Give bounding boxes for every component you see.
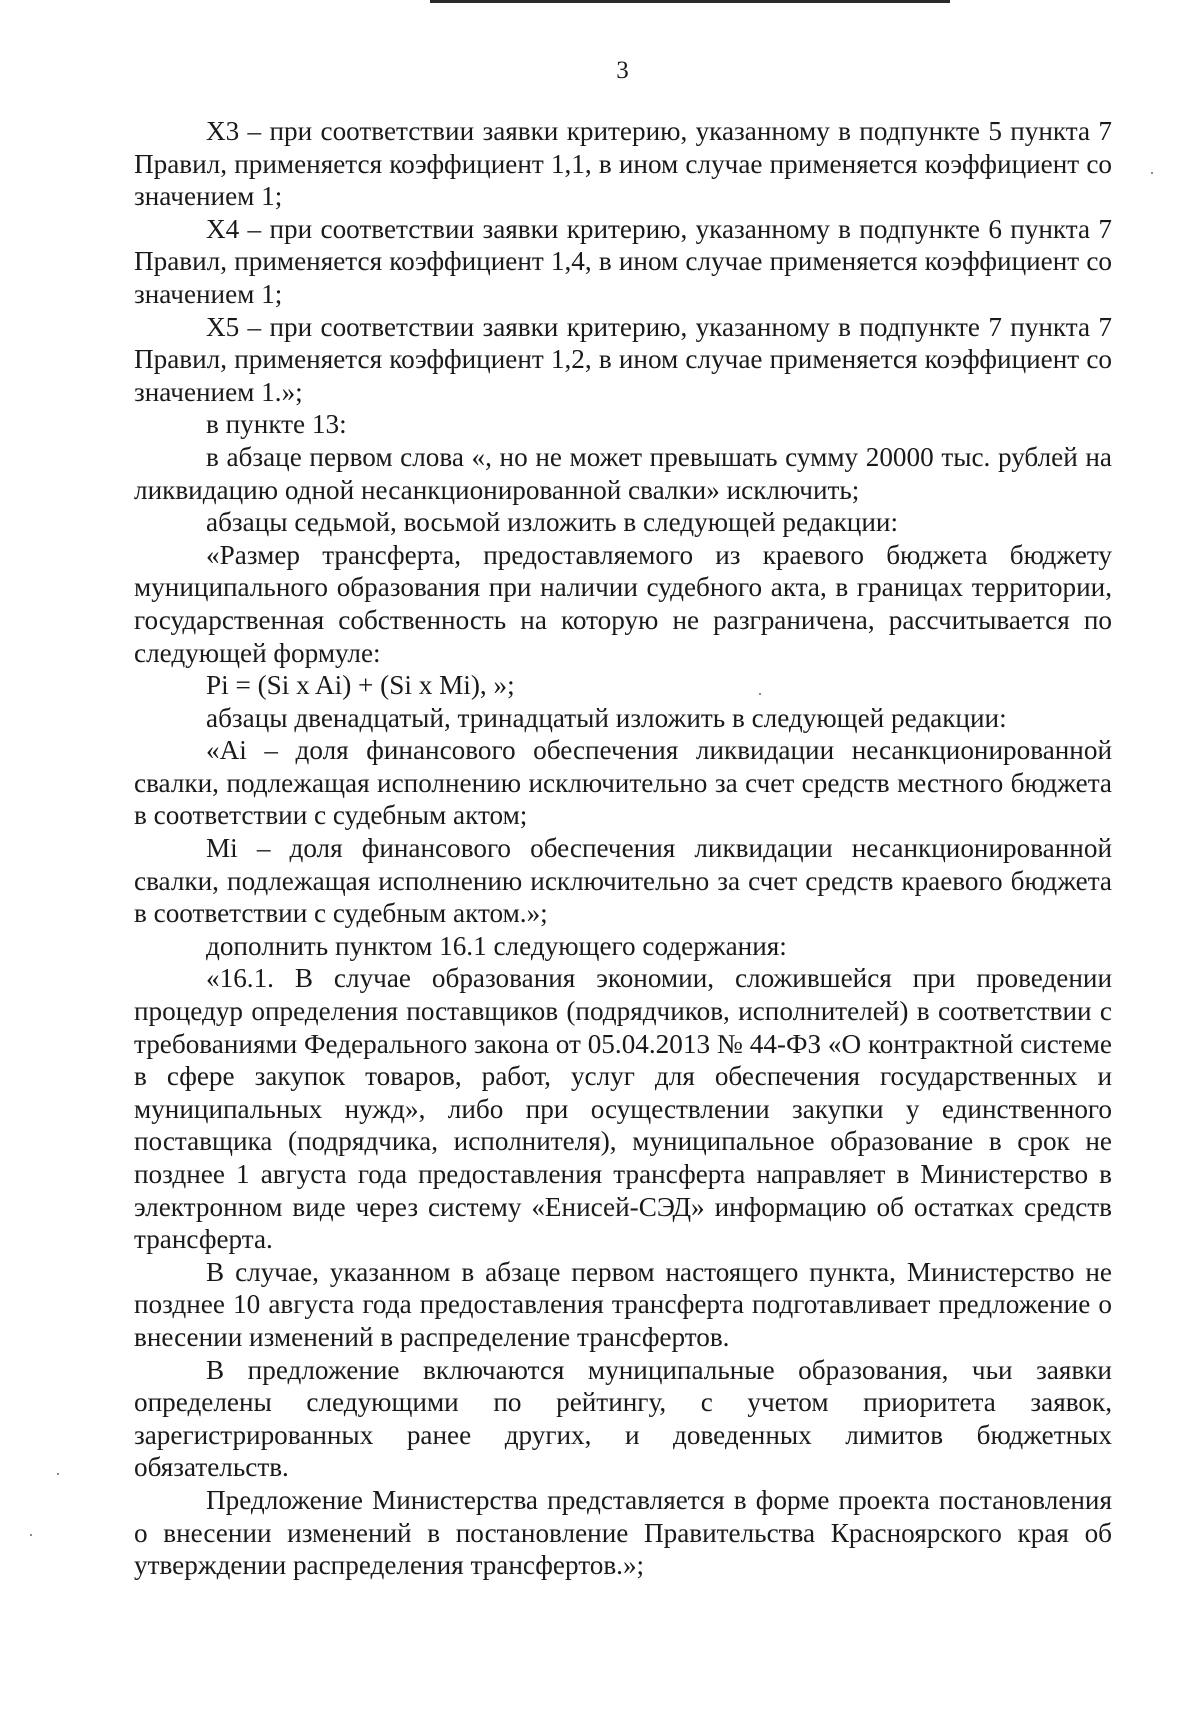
paragraph-transfer-size: «Размер трансферта, предоставляемого из краевого бюджета бюджету муниципального образования при наличии судебного акта, в границах территории, государственная собственность на которую не разграничена, рассчитывается по следующей формуле: (134, 539, 1112, 668)
paragraph-16-1: «16.1. В случае образования экономии, сложившейся при проведении процедур определения поставщиков (подрядчиков, исполнителей) в соответствии с требованиями Федерального закона от 05.04.2013 № 44-ФЗ «О контрактной системе в сфере закупок товаров, работ, услуг для обеспечения государственных и муниципальных нужд», либо при осуществлении закупки у единственного поставщика (подрядчика, исполнителя), муниципальное образование в срок не позднее 1 августа года предоставления трансферта направляет в Министерство в электронном виде через систему «Енисей-СЭД» информацию об остатках средств трансферта. (134, 963, 1112, 1255)
paragraph-add-16-1: дополнить пунктом 16.1 следующего содержания: (206, 930, 787, 961)
paragraph-x3: Х3 – при соответствии заявки критерию, указанному в подпункте 5 пункта 7 Правил, применяется коэффициент 1,1, в ином случае применяется коэффициент со значением 1; (134, 116, 1112, 212)
page-number: 3 (616, 57, 629, 84)
paragraph-formula: Pi = (Si x Ai) + (Si x Mi), »; (206, 670, 515, 701)
scan-speck (57, 1473, 59, 1475)
document-body (134, 115, 1112, 1582)
paragraph-abzacs-12-13: абзацы двенадцатый, тринадцатый изложить в следующей редакции: (206, 702, 1007, 733)
scan-speck (1151, 172, 1153, 174)
paragraph-ai-definition: «Ai – доля финансового обеспечения ликвидации несанкционированной свалки, подлежащая исполнению исключительно за счет средств местного бюджета в соответствии с судебным актом; (134, 735, 1112, 831)
paragraph-ministry-deadline: В случае, указанном в абзаце первом настоящего пункта, Министерство не позднее 10 августа года предоставления трансферта подготавливает предложение о внесении изменений в распределение трансфертов. (134, 1256, 1112, 1352)
paragraph-abzacs-7-8: абзацы седьмой, восьмой изложить в следующей редакции: (206, 507, 898, 538)
paragraph-proposal-form: Предложение Министерства представляется в форме проекта постановления о внесении изменений в постановление Правительства Красноярского края об утверждении распределения трансфертов.»; (134, 1484, 1112, 1581)
paragraph-x4: Х4 – при соответствии заявки критерию, указанному в подпункте 6 пункта 7 Правил, применяется коэффициент 1,4, в ином случае применяется коэффициент со значением 1; (134, 213, 1112, 309)
paragraph-x5: Х5 – при соответствии заявки критерию, указанному в подпункте 7 пункта 7 Правил, применяется коэффициент 1,2, в ином случае применяется коэффициент со значением 1.»; (134, 311, 1112, 407)
paragraph-point-13: в пункте 13: (206, 409, 347, 440)
scan-speck (30, 1534, 32, 1536)
paragraph-mi-definition: Mi – доля финансового обеспечения ликвидации несанкционированной свалки, подлежащая исполнению исключительно за счет средств краевого бюджета в соответствии с судебным актом.»; (134, 833, 1112, 929)
paragraph-first-abzac: в абзаце первом слова «, но не может превышать сумму 20000 тыс. рублей на ликвидацию одной несанкционированной свалки» исключить; (134, 441, 1112, 505)
scan-border-top (430, 0, 950, 3)
paragraph-proposal-contents: В предложение включаются муниципальные образования, чьи заявки определены следующими по рейтингу, с учетом приоритета заявок, зарегистрированных ранее других, и доведенных лимитов бюджетных обязательств. (134, 1354, 1112, 1483)
